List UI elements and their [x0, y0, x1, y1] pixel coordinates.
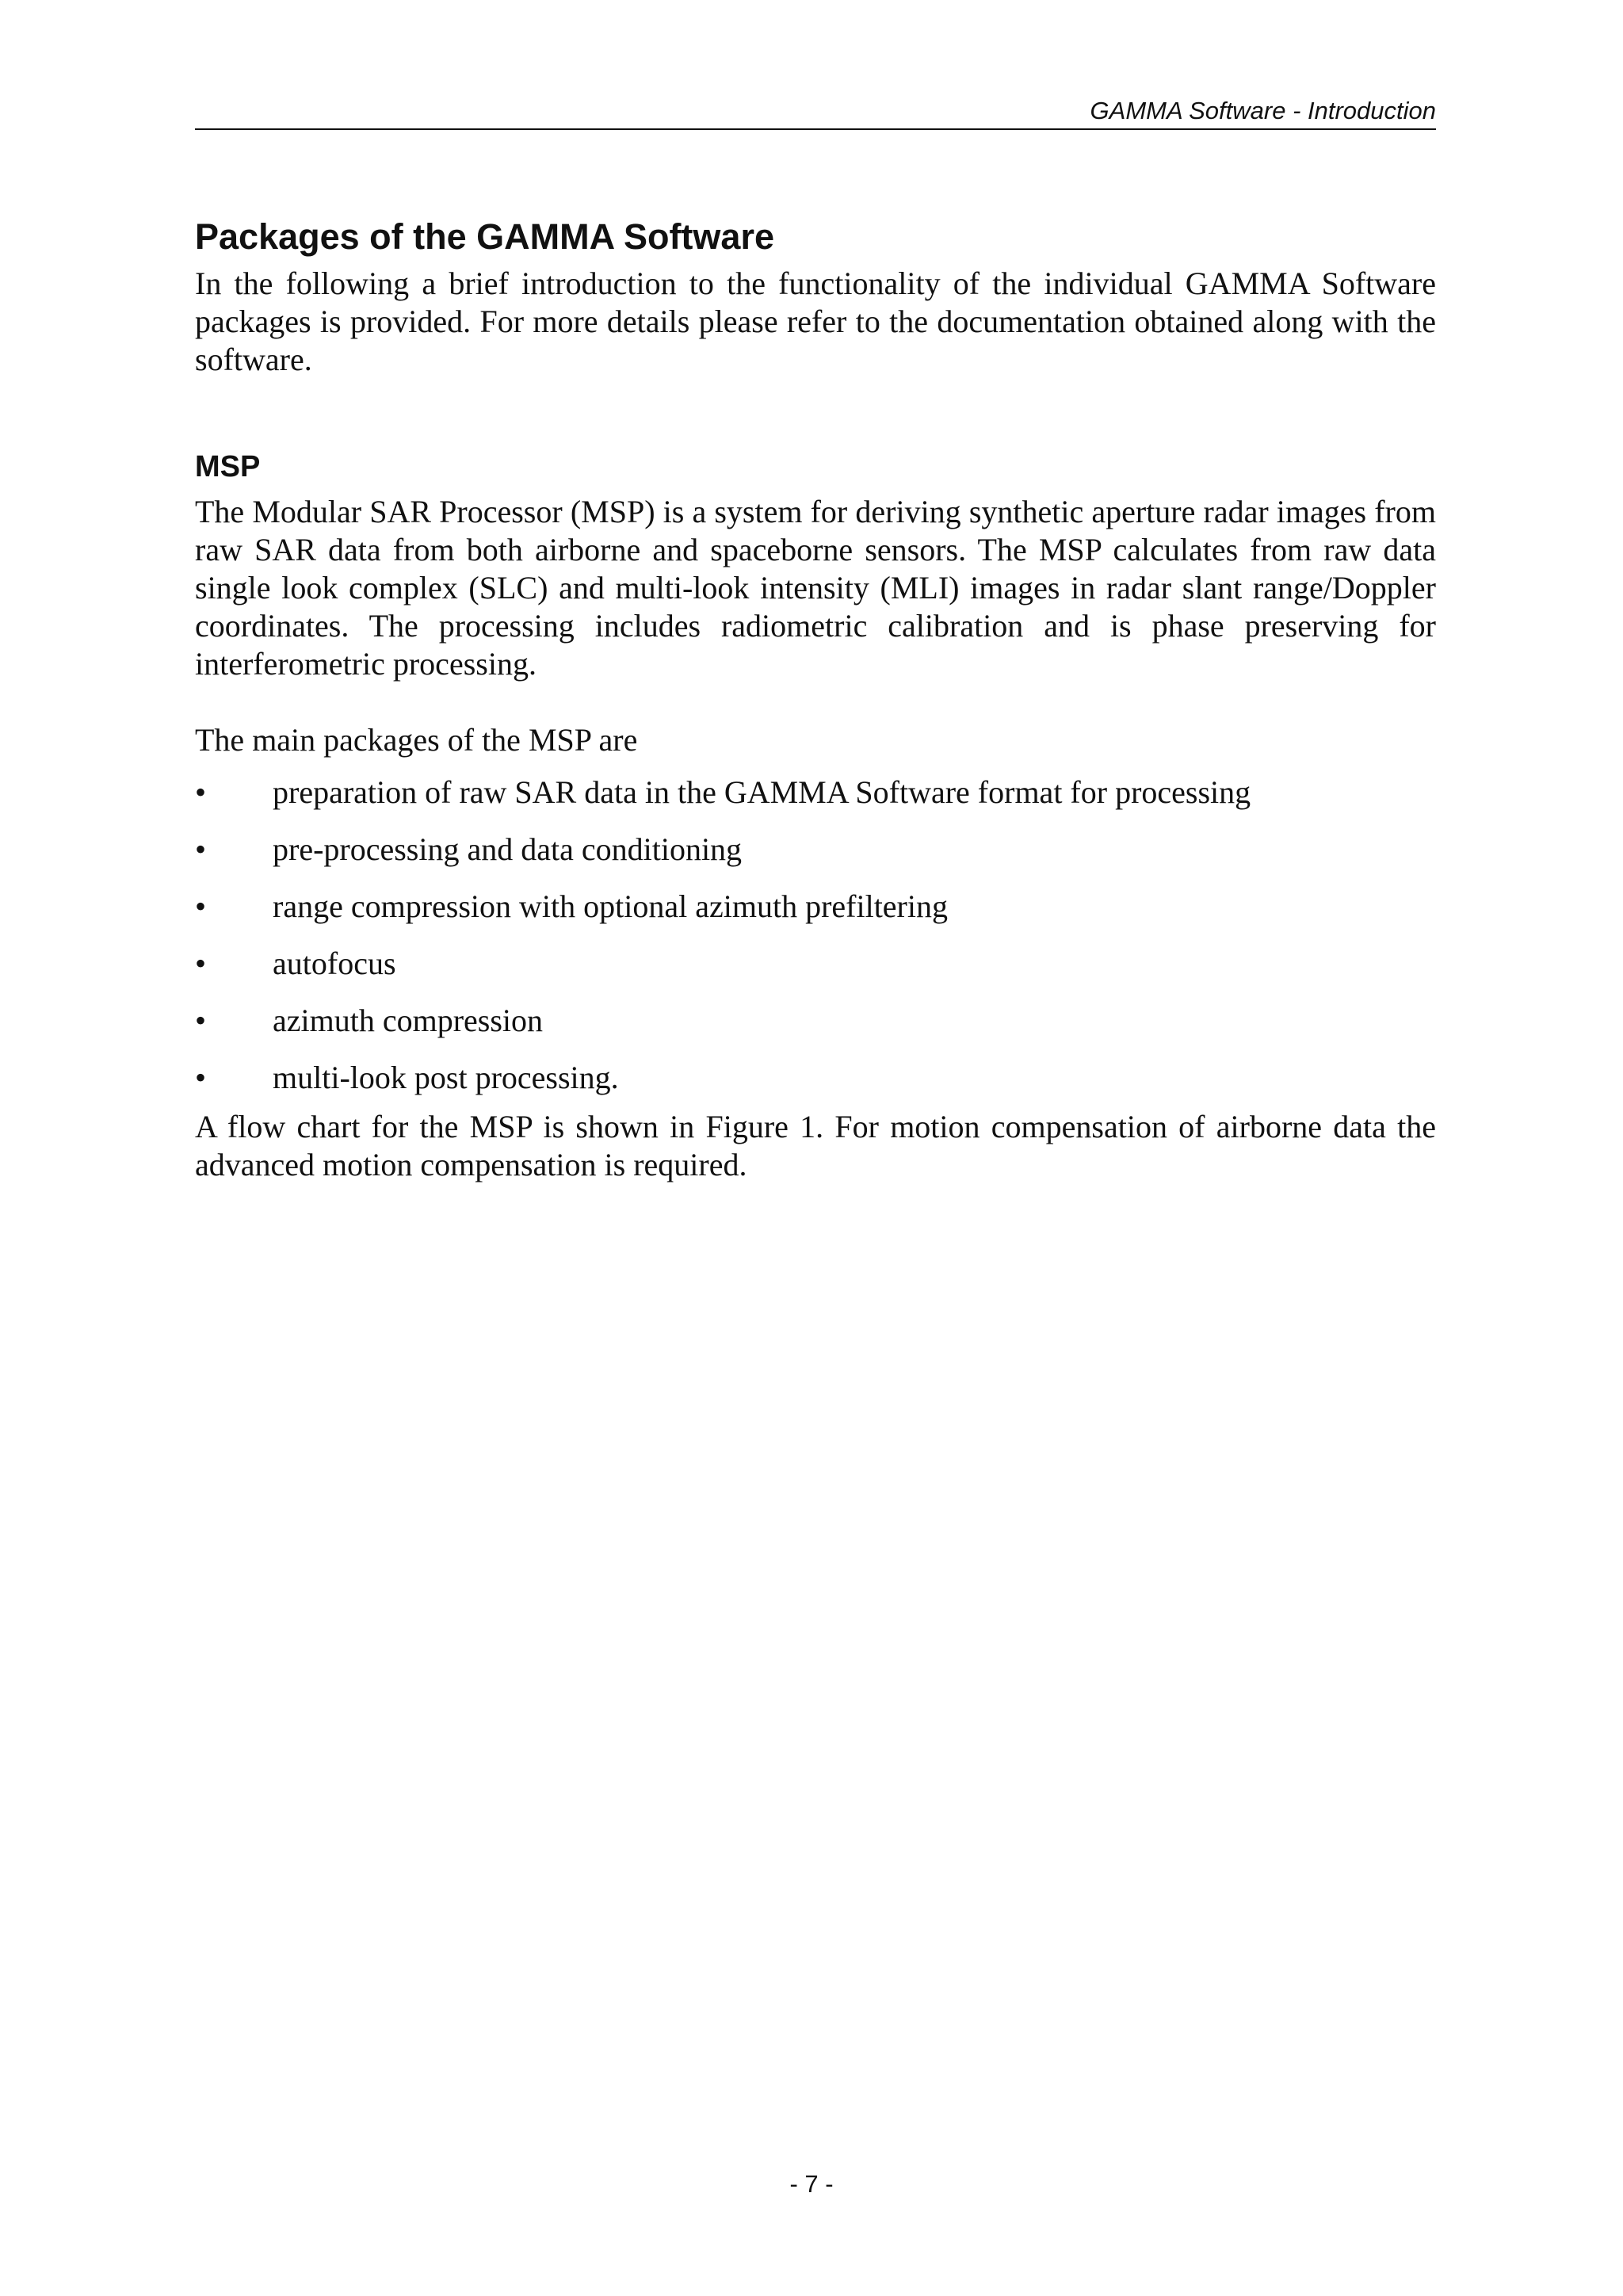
page-number: - 7 -: [789, 2170, 834, 2198]
list-item: [195, 774, 1436, 812]
bullet-icon: •: [195, 831, 207, 867]
list-item-text: range compression with optional azimuth prefiltering: [273, 888, 948, 924]
bullet-icon: •: [195, 888, 207, 924]
msp-closing-paragraph: A flow chart for the MSP is shown in Figure 1. For motion compensation of airborne data the advanced motion compensation is required.: [195, 1109, 1436, 1182]
running-header: [195, 95, 1436, 130]
msp-description: The Modular SAR Processor (MSP) is a system for deriving synthetic aperture radar images from raw SAR data from both airborne and spaceborne sensors. The MSP calculates from raw data single look complex (SLC) and multi-look intensity (MLI) images in radar slant range/Doppler coordinates. The processing includes radiometric calibration and is phase preserving for interferometric processing.: [195, 494, 1436, 682]
page-content: [195, 214, 1436, 1184]
running-header-title: GAMMA Software - Introduction: [1090, 97, 1436, 124]
msp-package-list: [195, 774, 1436, 1097]
section-intro: In the following a brief introduction to the functionality of the individual GAMMA Software packages is provided. For more details please refer to the documentation obtained along with the software.: [195, 266, 1436, 377]
bullet-icon: •: [195, 1060, 207, 1095]
list-item: [195, 945, 1436, 983]
bullet-icon: •: [195, 946, 207, 981]
list-item-text: autofocus: [273, 946, 396, 981]
list-item: [195, 831, 1436, 869]
list-item-text: azimuth compression: [273, 1003, 544, 1038]
list-item-text: preparation of raw SAR data in the GAMMA Software format for processing: [273, 774, 1251, 810]
msp-list-intro: The main packages of the MSP are: [195, 722, 638, 758]
section-title: Packages of the GAMMA Software: [195, 216, 774, 257]
msp-heading: MSP: [195, 450, 261, 483]
list-item: [195, 1059, 1436, 1097]
bullet-icon: •: [195, 1003, 207, 1038]
list-item-text: pre-processing and data conditioning: [273, 831, 743, 867]
list-item: [195, 888, 1436, 926]
list-item: [195, 1002, 1436, 1040]
bullet-icon: •: [195, 774, 207, 810]
list-item-text: multi-look post processing.: [273, 1060, 619, 1095]
